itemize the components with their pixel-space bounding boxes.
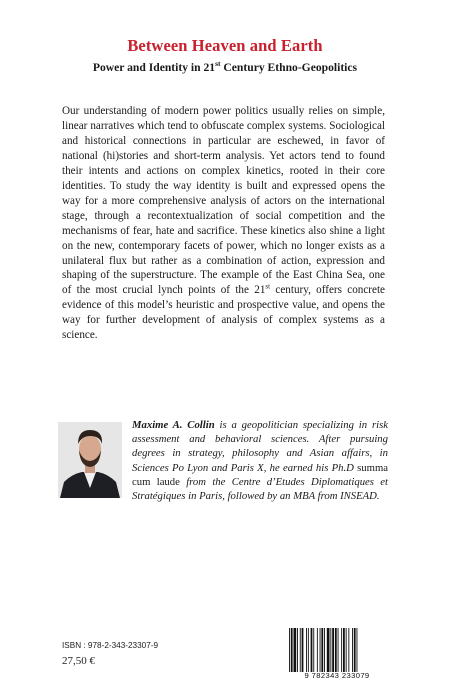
author-bio: Maxime A. Collin is a geopolitician specializing in risk assessment and behavioral sciences. After pursuing degrees in strategy, philosophy and Asian affairs, in Sciences Po Lyon and Paris X, he earned his Ph.D summa cum laude from the Centre d’Etudes Diplomatiques et Stratégiques in Paris, followed by an MBA from INSEAD. <box>132 419 388 503</box>
barcode-digits: 9 782343 233079 <box>304 671 370 680</box>
book-title: Between Heaven and Earth <box>127 36 323 55</box>
blurb: Our understanding of modern power politics usually relies on simple, linear narratives which tend to obfuscate complex systems. Sociological and historical connections in particular are eschewed, in favor of national (hi)stories and short-term analysis. Yet actors tend to found their intents and actions on complex kinetics, rooted in their core identities. To study the way identity is built and expressed opens the way for a more comprehensive analysis of actors on the international stage, through a recontextualization of social competition and the mechanisms of fear, hate and sacrifice. These kinetics also shine a light on the new, contemporary facets of power, which no longer exists as a unilateral flux but rather as a combination of action, expression and shaping of the superstructure. The example of the East China Sea, one of the most crucial lynch points of the 21st century, offers concrete evidence of this model’s heuristic and prospective value, and opens the way for further development of analysis of complex systems as a science. <box>62 105 385 342</box>
author-name: Maxime A. Collin <box>132 419 215 431</box>
author-photo <box>58 422 122 498</box>
book-subtitle: Power and Identity in 21st Century Ethno-Geopolitics <box>92 59 358 74</box>
price: 27,50 € <box>62 655 95 667</box>
barcode <box>287 628 387 672</box>
isbn: ISBN : 978-2-343-23307-9 <box>62 641 159 650</box>
